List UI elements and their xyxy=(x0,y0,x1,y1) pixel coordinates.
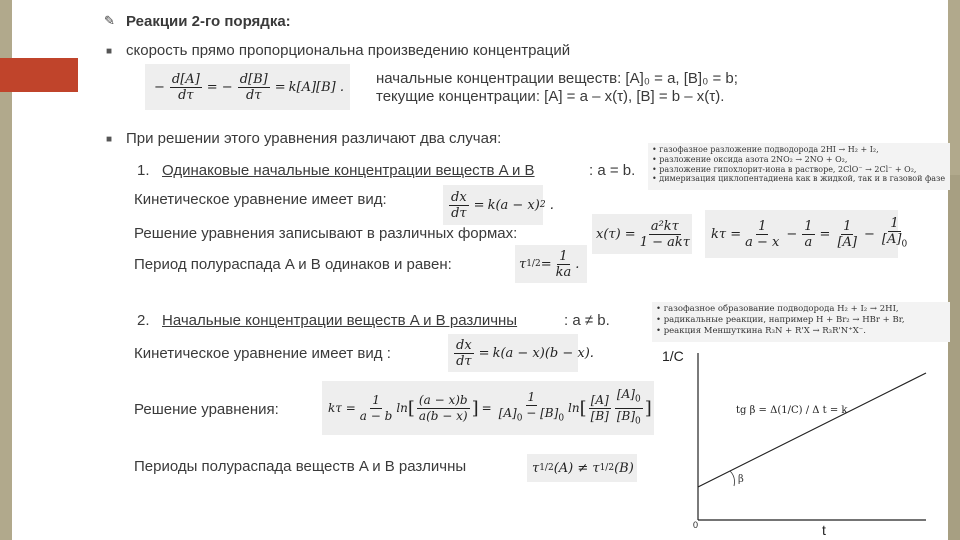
angle-label: β xyxy=(738,474,744,485)
linear-plot-line xyxy=(698,373,926,487)
case1-solution-formula-b: kτ = $\frac{1}{a - x}$ − $\frac{1}{a}$ = $\frac{1}{[A]}$ − $\frac{1}{[A]_0}$ xyxy=(705,210,898,258)
case2-solution-text: Решение уравнения: xyxy=(134,401,279,418)
example-item: • газофазное разложение подводорода 2HI → H₂ + I₂, xyxy=(652,145,879,154)
case1-solution-formula-a: x(τ) = $\frac{\text{a²kτ}}{\text{1 − akτ}}$ xyxy=(592,214,692,254)
rate-statement: скорость прямо пропорциональна произведению концентраций xyxy=(126,42,571,59)
case2-halflife-text: Периоды полураспада веществ A и B различны xyxy=(134,458,467,475)
example-item: • разложение оксида азота 2NO₂ → 2NO + O₂, xyxy=(652,154,848,164)
case1-kinetic-text: Кинетическое уравнение имеет вид: xyxy=(134,191,387,208)
examples-case1-box xyxy=(648,143,950,190)
slope-label: tg β = Δ(1/C) / Δ t = k xyxy=(736,405,848,416)
examples-case2-box xyxy=(652,302,950,342)
y-axis-label: 1/C xyxy=(662,348,684,364)
case1-title: Одинаковые начальные концентрации веществ A и B xyxy=(162,162,535,179)
case2-kinetic-text: Кинетическое уравнение имеет вид : xyxy=(134,345,391,362)
initial-concentrations: начальные концентрации веществ: [A]₀ = a, [B]₀ = b; xyxy=(376,70,738,87)
right-decor-strip xyxy=(948,175,960,540)
left-decor-bar xyxy=(0,0,12,540)
case1-halflife-formula: τ 1/2 = $\frac{1}{ka}$ . xyxy=(515,245,587,283)
case2-solution-formula: kτ = $\frac{1}{a - b}$ ln [ $\frac{(a - x)b}{a(b - x)}$ ] = $\frac{1}{[A]_0 - [B]_0}$ ln [ $\frac{[A]}{[B]}$ $\frac{[A]_0}{[B]_0}$ ] xyxy=(322,381,654,435)
two-cases-text: При решении этого уравнения различают два случая: xyxy=(126,130,502,147)
case1-condition: : a = b. xyxy=(589,162,636,179)
right-decor-bar xyxy=(948,0,960,540)
angle-arc xyxy=(730,471,735,486)
case1-number: 1. xyxy=(137,162,150,179)
slide-heading: Реакции 2-го порядка: xyxy=(126,13,291,30)
case2-number: 2. xyxy=(137,312,150,329)
origin-label: 0 xyxy=(693,520,699,530)
example-item: • разложение гипохлорит-иона в растворе, 2ClO⁻ → 2Cl⁻ + O₂, xyxy=(652,164,917,174)
current-concentrations: текущие концентрации: [A] = a – x(τ), [B] = b – x(τ). xyxy=(376,88,725,105)
case2-halflife-formula: τ 1/2 (A) ≠ τ 1/2 (B) xyxy=(527,454,637,482)
case1-solution-text: Решение уравнения записывают в различных формах: xyxy=(134,225,518,242)
left-accent-tab xyxy=(0,58,78,92)
case2-title: Начальные концентрации веществ A и B различны xyxy=(162,312,518,329)
pen-icon: ✎ xyxy=(104,13,115,28)
x-axis-label: t xyxy=(822,522,826,538)
case2-kinetic-formula: $\frac{dx}{d\tau}$ = k(a − x)(b − x). xyxy=(448,334,578,372)
rate-equation-formula: − $\frac{d[A]}{d\tau}$ = − $\frac{d[B]}{d\tau}$ = k[A][B] . xyxy=(145,64,350,110)
example-item: • димеризация циклопентадиена как в жидкой, так и в газовой фазе xyxy=(652,174,946,184)
case1-halflife-text: Период полураспада A и B одинаков и равен: xyxy=(134,256,452,273)
example-item: • радикальные реакции, например H + Br₂ → HBr + Br, xyxy=(656,315,905,325)
inverse-concentration-graph xyxy=(658,345,928,540)
bullet-icon: ■ xyxy=(106,134,113,145)
case1-kinetic-formula: $\frac{dx}{d\tau}$ = k(a − x) 2 . xyxy=(443,185,543,225)
bullet-icon: ■ xyxy=(106,46,113,57)
example-item: • газофазное образование подводорода H₂ + I₂ → 2HI, xyxy=(656,304,899,314)
example-item: • реакция Меншуткина R₃N + R'X → R₃R'N⁺X⁻. xyxy=(656,326,866,336)
case2-condition: : a ≠ b. xyxy=(564,312,610,329)
